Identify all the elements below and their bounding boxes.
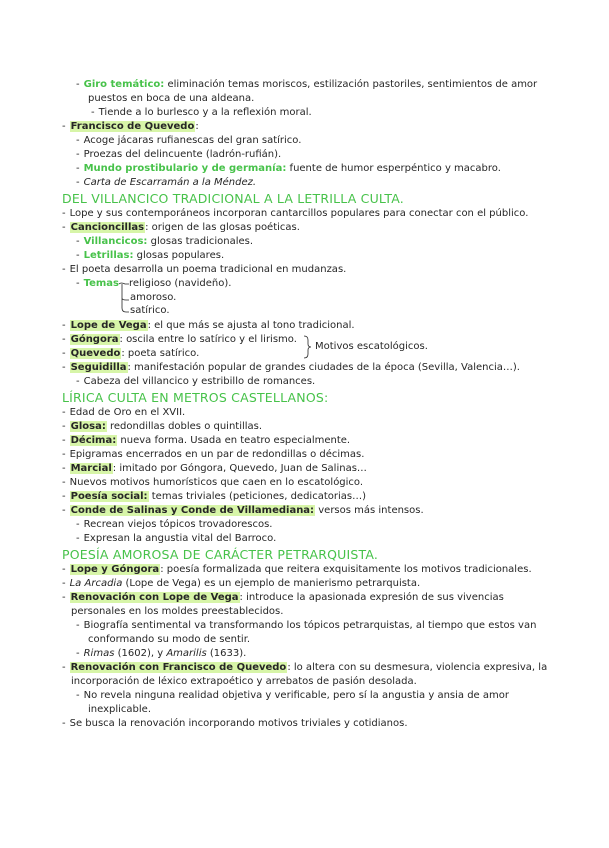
temas-2: amoroso. [130, 292, 177, 303]
quevedo-colon: : [195, 121, 199, 132]
last-text: Se busca la renovación incorporando motivos triviales y cotidianos. [69, 718, 408, 729]
renque-cont: incorporación de léxico extrapoético y arrebatos de pasión desolada. [71, 676, 417, 687]
poesia-social-line: - Poesía social: temas triviales (peticiones, dedicatorias…) [62, 491, 367, 502]
q3-text: fuente de humor esperpéntico y macabro. [289, 163, 501, 174]
quevedo-sat-label: Quevedo [70, 348, 121, 359]
villancicos-label: Villancicos: [83, 236, 148, 247]
arcadia-line: - La Arcadia (Lope de Vega) es un ejemplo de manierismo petrarquista. [62, 578, 421, 589]
renque-label: Renovación con Francisco de Quevedo [70, 662, 287, 673]
cabeza-text: Cabeza del villancico y estribillo de romances. [83, 376, 316, 387]
decima-label: Décima: [70, 435, 117, 446]
quevedo-sat-line: - Quevedo: poeta satírico. [62, 348, 200, 359]
norevela-cont: inexplicable. [88, 704, 151, 715]
q1-line: - Acoge jácaras rufianescas del gran satírico. [76, 135, 302, 146]
q3-line: - Mundo prostibulario y de germanía: fuente de humor esperpéntico y macabro. [76, 163, 501, 174]
s1-p2: - El poeta desarrolla un poema tradicional en mudanzas. [62, 264, 347, 275]
renlope-cont: personales en los moldes preestablecidos. [71, 606, 284, 617]
lg-text: : poesía formalizada que reitera exquisitamente los motivos tradicionales. [160, 564, 532, 575]
renlope-line: - Renovación con Lope de Vega: introduce la apasionada expresión de sus vivencias [62, 592, 504, 603]
r1-line: - Recrean viejos tópicos trovadorescos. [76, 519, 273, 530]
r1-text: Recrean viejos tópicos trovadorescos. [83, 519, 273, 530]
s1-p1: - Lope y sus contemporáneos incorporan cantarcillos populares para conectar con el público. [62, 208, 529, 219]
s2-p3: - Nuevos motivos humorísticos que caen en lo escatológico. [62, 477, 364, 488]
lg-label: Lope y Góngora [70, 564, 160, 575]
giro-label: Giro temático: [83, 79, 165, 90]
marcial-text: : imitado por Góngora, Quevedo, Juan de Salinas… [112, 463, 367, 474]
cabeza-line: - Cabeza del villancico y estribillo de romances. [76, 376, 316, 387]
lope-line: - Lope de Vega: el que más se ajusta al tono tradicional. [62, 320, 355, 331]
letrillas-text: glosas populares. [136, 250, 225, 261]
marcial-line: - Marcial: imitado por Góngora, Quevedo, Juan de Salinas… [62, 463, 367, 474]
quevedo-line: - Francisco de Quevedo: [62, 121, 199, 132]
gongora-label: Góngora [70, 334, 119, 345]
s1-p1-text: Lope y sus contemporáneos incorporan cantarcillos populares para conectar con el público. [69, 208, 529, 219]
giro-cont: puestos en boca de una aldeana. [88, 93, 255, 104]
arcadia-title: La Arcadia [69, 578, 123, 589]
amarilis-title: Amarilis [166, 648, 207, 659]
amarilis-tail: (1633). [209, 648, 247, 659]
s2-p2-text: Epigramas encerrados en un par de redondillas o décimas. [69, 449, 365, 460]
tiende-text: Tiende a lo burlesco y a la reflexión moral. [98, 107, 312, 118]
gongora-text: : oscila entre lo satírico y el lirismo. [119, 334, 297, 345]
norevela-text: No revela ninguna realidad objetiva y verificable, pero sí la angustia y ansia de amor [83, 690, 509, 701]
s2-p2: - Epigramas encerrados en un par de redondillas o décimas. [62, 449, 365, 460]
section-title-petrarquista: POESÍA AMOROSA DE CARÁCTER PETRARQUISTA. [62, 547, 379, 562]
temas-branch [117, 280, 131, 316]
section-title-lirica: LÍRICA CULTA EN METROS CASTELLANOS: [62, 390, 329, 405]
decima-line: - Décima: nueva forma. Usada en teatro especialmente. [62, 435, 351, 446]
seguidilla-label: Seguidilla [70, 362, 127, 373]
seguidilla-text: : manifestación popular de grandes ciudades de la época (Sevilla, Valencia…). [127, 362, 520, 373]
cancioncillas-line: - Cancioncillas: origen de las glosas poéticas. [62, 222, 300, 233]
conde-line: - Conde de Salinas y Conde de Villamediana: versos más intensos. [62, 505, 424, 516]
motivos-escatologicos: Motivos escatológicos. [315, 341, 428, 352]
q3-label: Mundo prostibulario y de germanía: [83, 163, 287, 174]
giro-line: - Giro temático: eliminación temas moriscos, estilización pastoriles, sentimientos de amor [76, 79, 538, 90]
renque-text: : lo altera con su desmesura, violencia expresiva, la [287, 662, 548, 673]
rimas-line: - Rimas (1602), y Amarilis (1633). [76, 648, 247, 659]
poesia-social-label: Poesía social: [70, 491, 148, 502]
glosa-line: - Glosa: redondillas dobles o quintillas. [62, 421, 263, 432]
renlope-label: Renovación con Lope de Vega [70, 592, 239, 603]
motivos-brace [301, 334, 313, 360]
temas-line: - Temas religioso (navideño). [76, 278, 232, 289]
bio-line: - Biografía sentimental va transformando los tópicos petrarquistas, al tiempo que estos van [76, 620, 537, 631]
poesia-social-text: temas triviales (peticiones, dedicatorias…) [151, 491, 367, 502]
letrillas-label: Letrillas: [83, 250, 134, 261]
temas-3: satírico. [130, 305, 170, 316]
s2-p1-text: Edad de Oro en el XVII. [69, 407, 186, 418]
r2-text: Expresan la angustia vital del Barroco. [83, 533, 277, 544]
r2-line: - Expresan la angustia vital del Barroco. [76, 533, 277, 544]
arcadia-text: (Lope de Vega) es un ejemplo de manierismo petrarquista. [125, 578, 421, 589]
temas-1: religioso (navideño). [129, 278, 232, 289]
gongora-line: - Góngora: oscila entre lo satírico y el lirismo. [62, 334, 297, 345]
villancicos-text: glosas tradicionales. [150, 236, 254, 247]
conde-label: Conde de Salinas y Conde de Villamediana: [70, 505, 315, 516]
villancicos-line: - Villancicos: glosas tradicionales. [76, 236, 254, 247]
section-title-villancico: DEL VILLANCICO TRADICIONAL A LA LETRILLA CULTA. [62, 191, 404, 206]
tiende-line: - Tiende a lo burlesco y a la reflexión moral. [91, 107, 312, 118]
s1-p2-text: El poeta desarrolla un poema tradicional en mudanzas. [69, 264, 347, 275]
s2-p3-text: Nuevos motivos humorísticos que caen en lo escatológico. [69, 477, 364, 488]
renque-line: - Renovación con Francisco de Quevedo: lo altera con su desmesura, violencia expresiva, la [62, 662, 548, 673]
q4-text: Carta de Escarramán a la Méndez. [83, 177, 257, 188]
glosa-label: Glosa: [70, 421, 106, 432]
last-line: - Se busca la renovación incorporando motivos triviales y cotidianos. [62, 718, 408, 729]
lope-label: Lope de Vega [70, 320, 147, 331]
q1-text: Acoge jácaras rufianescas del gran satírico. [83, 135, 302, 146]
bio-text: Biografía sentimental va transformando los tópicos petrarquistas, al tiempo que estos van [83, 620, 537, 631]
cancioncillas-text: : origen de las glosas poéticas. [145, 222, 300, 233]
q2-line: - Proezas del delincuente (ladrón-rufián). [76, 149, 282, 160]
lg-line: - Lope y Góngora: poesía formalizada que reitera exquisitamente los motivos tradicionales. [62, 564, 532, 575]
giro-text: eliminación temas moriscos, estilización pastoriles, sentimientos de amor [167, 79, 538, 90]
marcial-label: Marcial [70, 463, 112, 474]
quevedo-sat-text: : poeta satírico. [121, 348, 200, 359]
seguidilla-line: - Seguidilla: manifestación popular de grandes ciudades de la época (Sevilla, Valencia…). [62, 362, 520, 373]
rimas-mid: (1602), y [117, 648, 164, 659]
glosa-text: redondillas dobles o quintillas. [110, 421, 263, 432]
cancioncillas-label: Cancioncillas [70, 222, 145, 233]
rimas-title: Rimas [83, 648, 115, 659]
q4-line: - Carta de Escarramán a la Méndez. [76, 177, 257, 188]
decima-text: nueva forma. Usada en teatro especialmente. [120, 435, 351, 446]
renlope-text: : introduce la apasionada expresión de sus vivencias [239, 592, 504, 603]
conde-text: versos más intensos. [318, 505, 424, 516]
s2-p1: - Edad de Oro en el XVII. [62, 407, 186, 418]
bio-cont: conformando su modo de sentir. [88, 634, 251, 645]
norevela-line: - No revela ninguna realidad objetiva y verificable, pero sí la angustia y ansia de amor [76, 690, 509, 701]
temas-label: Temas [83, 278, 120, 289]
lope-text: : el que más se ajusta al tono tradicional. [147, 320, 355, 331]
q2-text: Proezas del delincuente (ladrón-rufián). [83, 149, 282, 160]
letrillas-line: - Letrillas: glosas populares. [76, 250, 225, 261]
quevedo-label: Francisco de Quevedo [70, 121, 195, 132]
